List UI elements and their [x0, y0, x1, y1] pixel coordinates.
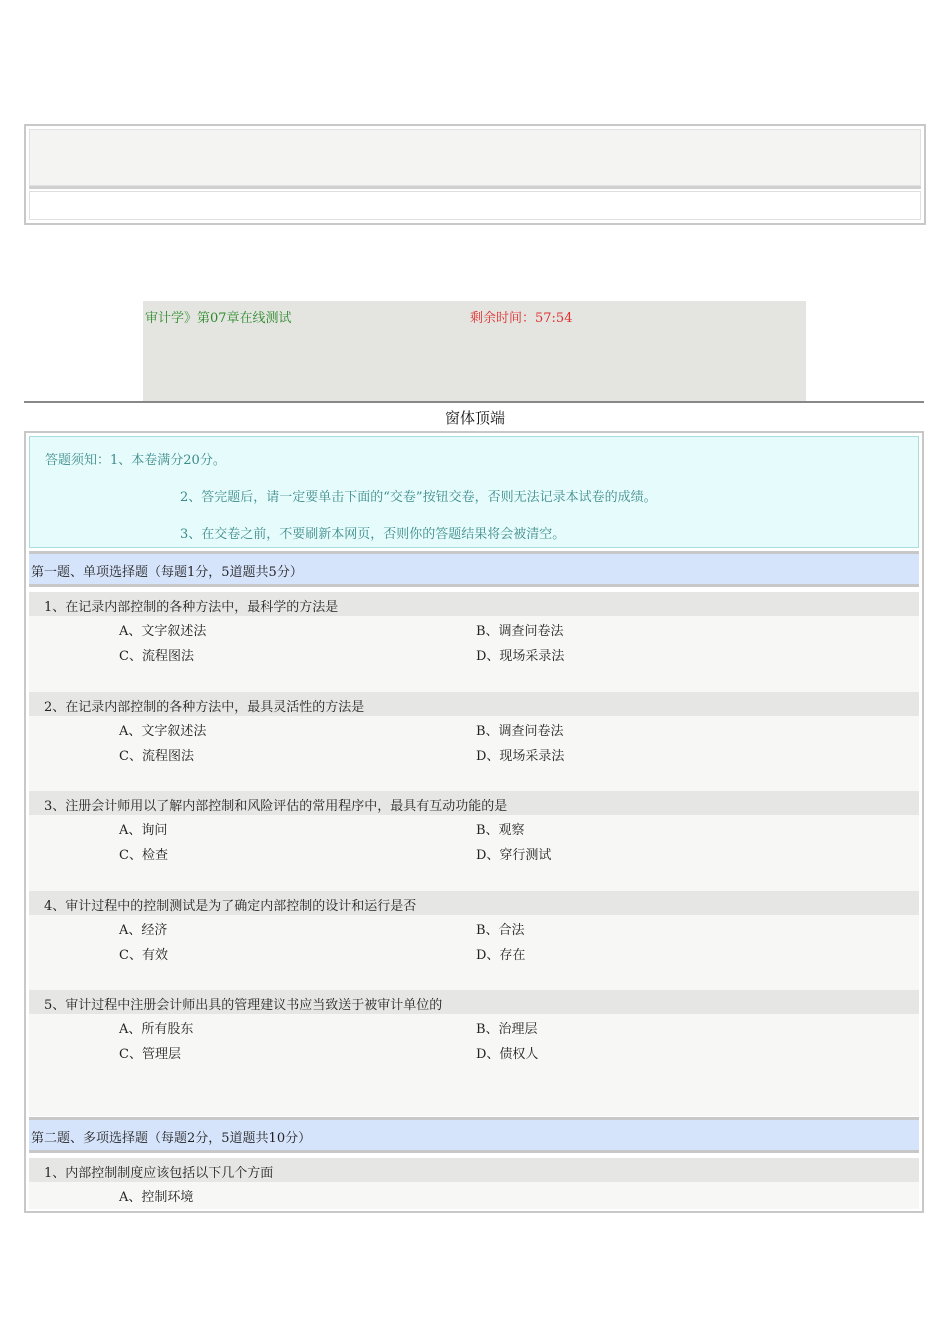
option-d[interactable]: D、穿行测试 [476, 848, 552, 863]
test-title: 审计学》第07章在线测试 [145, 311, 292, 326]
section-title: 第一题、单项选择题（每题1分，5道题共5分） [31, 565, 303, 580]
question-row [29, 592, 919, 616]
question-row [29, 692, 919, 716]
option-a[interactable]: A、所有股东 [119, 1022, 194, 1037]
question-row [29, 891, 919, 915]
question-text: 4、审计过程中的控制测试是为了确定内部控制的设计和运行是否 [44, 899, 417, 914]
remaining-time: 剩余时间：57:54 [470, 311, 573, 326]
option-d[interactable]: D、债权人 [476, 1047, 539, 1062]
instruction-1: 答题须知：1、本卷满分20分。 [45, 453, 226, 468]
question-text: 5、审计过程中注册会计师出具的管理建议书应当致送于被审计单位的 [44, 998, 443, 1013]
option-a[interactable]: A、询问 [119, 823, 168, 838]
form-top-label: 窗体顶端 [444, 409, 505, 427]
option-b[interactable]: B、调查问卷法 [476, 624, 564, 639]
instruction-2: 2、答完题后，请一定要单击下面的“交卷”按钮交卷，否则无法记录本试卷的成绩。 [180, 490, 657, 505]
option-c[interactable]: C、流程图法 [119, 749, 194, 764]
test-header [143, 301, 806, 401]
section-header-single-choice [29, 551, 919, 587]
top-frame-upper [29, 129, 921, 186]
instructions-box [29, 436, 919, 548]
option-a[interactable]: A、文字叙述法 [119, 624, 207, 639]
section-header-multiple-choice [29, 1117, 919, 1153]
option-c[interactable]: C、有效 [119, 948, 168, 963]
question-row [29, 990, 919, 1014]
question-options [29, 1014, 919, 1116]
top-frame-lower [29, 191, 921, 220]
option-b[interactable]: B、治理层 [476, 1022, 538, 1037]
option-a[interactable]: A、控制环境 [119, 1190, 194, 1205]
question-text: 1、在记录内部控制的各种方法中，最科学的方法是 [44, 600, 339, 615]
question-options [29, 915, 919, 990]
top-frame [24, 124, 926, 225]
top-frame-divider [29, 186, 921, 189]
option-b[interactable]: B、合法 [476, 923, 525, 938]
divider [24, 401, 924, 403]
question-options [29, 616, 919, 692]
option-c[interactable]: C、检查 [119, 848, 168, 863]
question-row [29, 791, 919, 815]
option-d[interactable]: D、存在 [476, 948, 526, 963]
question-options [29, 1182, 919, 1209]
question-text: 2、在记录内部控制的各种方法中，最具灵活性的方法是 [44, 700, 365, 715]
option-b[interactable]: B、调查问卷法 [476, 724, 564, 739]
question-text: 1、内部控制制度应该包括以下几个方面 [44, 1166, 274, 1181]
question-row [29, 1158, 919, 1182]
quiz-form [24, 431, 924, 1213]
option-a[interactable]: A、经济 [119, 923, 168, 938]
option-d[interactable]: D、现场采录法 [476, 749, 565, 764]
option-b[interactable]: B、观察 [476, 823, 525, 838]
option-d[interactable]: D、现场采录法 [476, 649, 565, 664]
option-a[interactable]: A、文字叙述法 [119, 724, 207, 739]
question-options [29, 716, 919, 791]
option-c[interactable]: C、管理层 [119, 1047, 181, 1062]
instruction-3: 3、在交卷之前，不要刷新本网页，否则你的答题结果将会被清空。 [180, 527, 566, 542]
option-c[interactable]: C、流程图法 [119, 649, 194, 664]
question-text: 3、注册会计师用以了解内部控制和风险评估的常用程序中，最具有互动功能的是 [44, 799, 508, 814]
question-options [29, 815, 919, 891]
section-title: 第二题、多项选择题（每题2分，5道题共10分） [31, 1131, 312, 1146]
